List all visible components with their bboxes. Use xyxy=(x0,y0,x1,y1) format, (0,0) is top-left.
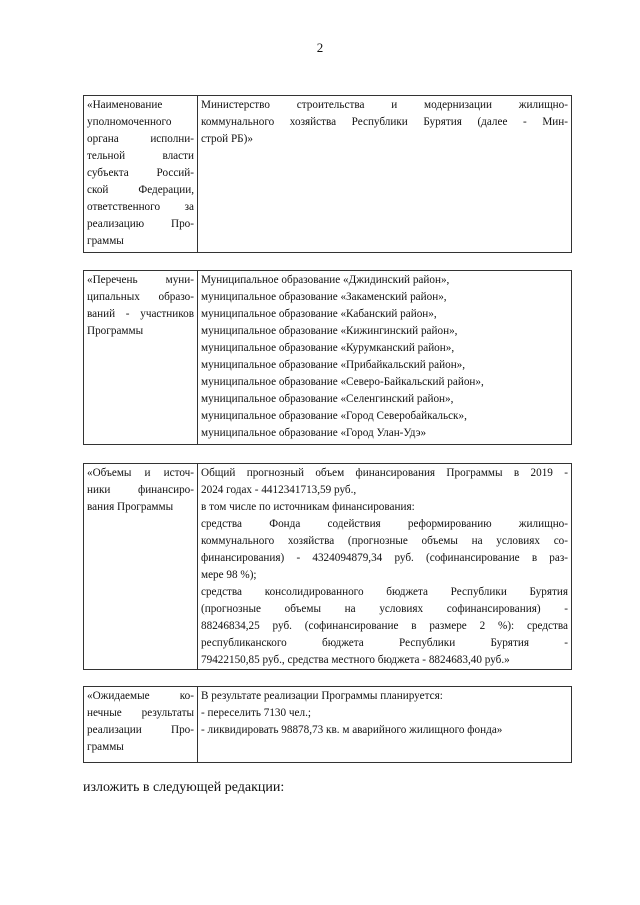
value-line: республиканского бюджета Республики Бурятия - xyxy=(201,637,568,649)
municipality-item: муниципальное образование «Северо-Байкальский район», xyxy=(201,376,484,388)
municipality-item: муниципальное образование «Город Улан-Удэ» xyxy=(201,427,427,439)
municipality-item: муниципальное образование «Прибайкальский район», xyxy=(201,359,466,371)
value-line: 2024 годах - 4412341713,59 руб., xyxy=(201,484,357,496)
page-number: 2 xyxy=(316,40,324,55)
label-line: ской Федерации, xyxy=(87,184,194,196)
financing-table xyxy=(83,463,572,670)
label-line: «Перечень муни- xyxy=(87,274,194,286)
label-line: «Наименование xyxy=(87,99,163,111)
municipality-item: муниципальное образование «Кижингинский район», xyxy=(201,325,458,337)
value-line: - переселить 7130 чел.; xyxy=(201,707,311,719)
value-line: в том числе по источникам финансирования: xyxy=(201,501,415,513)
label-line: нечные результаты xyxy=(87,707,194,719)
municipalities-table xyxy=(83,270,572,445)
label-line: вания Программы xyxy=(87,501,174,513)
label-line: тельной власти xyxy=(87,150,194,162)
label-line: уполномоченного xyxy=(87,116,172,128)
authority-table xyxy=(83,95,572,253)
municipalities-label xyxy=(84,271,198,445)
closing-instruction: изложить в следующей редакции: xyxy=(83,780,285,795)
value-line: средства консолидированного бюджета Республики Бурятия xyxy=(201,586,568,598)
value-line: финансирования) - 4324094879,34 руб. (софинансирование в раз- xyxy=(201,552,568,564)
authority-value xyxy=(198,96,572,253)
label-line: ципальных образо- xyxy=(87,291,194,303)
label-line: ваний - участников xyxy=(87,308,194,320)
municipality-item: муниципальное образование «Курумканский район», xyxy=(201,342,455,354)
municipality-item: муниципальное образование «Город Северобайкальск», xyxy=(201,410,467,422)
value-line: 79422150,85 руб., средства местного бюджета - 8824683,40 руб.» xyxy=(201,654,510,666)
value-line: мере 98 %); xyxy=(201,569,257,581)
value-line: Министерство строительства и модернизации жилищно- xyxy=(201,99,568,111)
value-line: Общий прогнозный объем финансирования Программы в 2019 - xyxy=(201,467,568,479)
financing-value xyxy=(198,464,572,670)
results-table xyxy=(83,686,572,763)
value-line: коммунального хозяйства (прогнозные объемы на условиях со- xyxy=(201,535,568,547)
financing-label xyxy=(84,464,198,670)
authority-label xyxy=(84,96,198,253)
label-line: ответственного за xyxy=(87,201,194,213)
label-line: граммы xyxy=(87,235,124,247)
municipalities-value xyxy=(198,271,572,445)
label-line: ники финансиро- xyxy=(87,484,194,496)
value-line: 88246834,25 руб. (софинансирование в размере 2 %): средства xyxy=(201,620,568,632)
value-line: (прогнозные объемы на условиях софинансирования) - xyxy=(201,603,568,615)
results-label xyxy=(84,687,198,763)
label-line: органа исполни- xyxy=(87,133,194,145)
value-line: коммунального хозяйства Республики Бурятия (далее - Мин- xyxy=(201,116,568,128)
municipality-item: муниципальное образование «Кабанский район», xyxy=(201,308,437,320)
label-line: «Ожидаемые ко- xyxy=(87,690,194,702)
label-line: реализацию Про- xyxy=(87,218,194,230)
label-line: «Объемы и источ- xyxy=(87,467,194,479)
value-line: строй РБ)» xyxy=(201,133,253,145)
label-line: реализации Про- xyxy=(87,724,194,736)
value-line: средства Фонда содействия реформированию жилищно- xyxy=(201,518,568,530)
label-line: Программы xyxy=(87,325,144,337)
municipality-item: муниципальное образование «Закаменский район», xyxy=(201,291,447,303)
label-line: граммы xyxy=(87,741,124,753)
municipality-item: Муниципальное образование «Джидинский район», xyxy=(201,274,450,286)
results-value xyxy=(198,687,572,763)
municipality-item: муниципальное образование «Селенгинский район», xyxy=(201,393,454,405)
label-line: субъекта Россий- xyxy=(87,167,194,179)
value-line: В результате реализации Программы планируется: xyxy=(201,690,443,702)
value-line: - ликвидировать 98878,73 кв. м аварийного жилищного фонда» xyxy=(201,724,503,736)
